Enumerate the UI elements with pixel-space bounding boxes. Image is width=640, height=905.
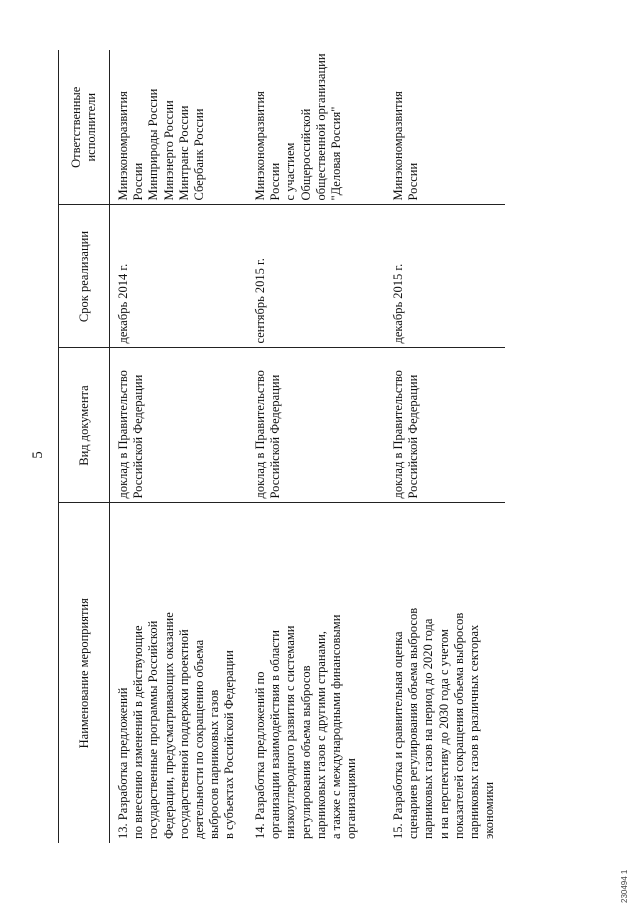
- measure-name: [110, 503, 248, 843]
- responsible-line: "Деловая Россия": [329, 106, 344, 201]
- measure-name-line: низкоуглеродного развития с системами: [283, 625, 298, 839]
- measure-name-line: парниковых газов в различных секторах: [467, 624, 482, 839]
- measure-name-line: государственной поддержки проектной: [176, 629, 191, 839]
- doc-type-line: доклад в Правительство: [253, 370, 267, 499]
- responsible-line: Минприроды России: [146, 88, 161, 201]
- measure-name-line: парниковых газов с другими странами,: [313, 631, 328, 839]
- doc-type-line: Российской Федерации: [131, 374, 146, 499]
- header-deadline: Срок реализации: [59, 205, 110, 348]
- measure-name-line: 14. Разработка предложений по: [253, 671, 267, 839]
- header-doc-type: Вид документа: [59, 348, 110, 503]
- responsible-line: Сбербанк России: [192, 108, 207, 201]
- header-name: Наименование мероприятия: [59, 503, 110, 843]
- measure-name-line: 15. Разработка и сравнительная оценка: [391, 631, 405, 839]
- responsible: [385, 50, 505, 205]
- measures-table: [58, 50, 505, 843]
- responsible-line: Минэкономразвития: [391, 91, 405, 201]
- measure-name-line: парниковых газов на период до 2020 года: [421, 618, 436, 839]
- measure-name-line: показателей сокращения объема выбросов: [451, 612, 466, 839]
- measure-name: [247, 503, 385, 843]
- doc-type-line: доклад в Правительство: [391, 370, 405, 499]
- page-number: 5: [30, 451, 46, 459]
- doc-type-line: Российской Федерации: [268, 374, 283, 499]
- measure-name-line: Федерации, предусматривающих оказание: [161, 612, 176, 839]
- measure-name-line: выбросов парниковых газов: [207, 689, 222, 839]
- measure-name-line: 13. Разработка предложений: [116, 687, 130, 839]
- deadline: декабрь 2015 г.: [385, 205, 505, 348]
- measure-name: [385, 503, 505, 843]
- responsible-line: Общероссийской: [298, 108, 313, 201]
- doc-type: [385, 348, 505, 503]
- responsible: [110, 50, 248, 205]
- doc-type: [247, 348, 385, 503]
- doc-type-line: Российской Федерации: [406, 374, 421, 499]
- measure-name-line: экономики: [482, 781, 497, 839]
- responsible-line: Минэкономразвития: [116, 91, 130, 201]
- measure-name-line: а также с международными финансовыми: [329, 614, 344, 839]
- responsible-line: с участием: [283, 142, 298, 201]
- measure-name-line: регулирования объема выбросов: [298, 665, 313, 839]
- measure-name-line: организации взаимодействия в области: [268, 630, 283, 839]
- responsible-line: Минэнерго России: [161, 100, 176, 201]
- table-row: [110, 50, 248, 843]
- doc-type: [110, 348, 248, 503]
- responsible-line: России: [406, 162, 421, 201]
- measure-name-line: деятельности по сокращению объема: [192, 639, 207, 839]
- header-responsible: [59, 50, 110, 205]
- measure-name-line: и на перспективу до 2030 года с учетом: [436, 629, 451, 839]
- responsible-line: России: [131, 162, 146, 201]
- deadline: декабрь 2014 г.: [110, 205, 248, 348]
- responsible-line: общественной организации: [313, 53, 328, 201]
- doc-type-line: доклад в Правительство: [116, 370, 130, 499]
- responsible-line: России: [268, 162, 283, 201]
- responsible-line: Минэкономразвития: [253, 91, 267, 201]
- document-code: 230494 1: [620, 869, 629, 903]
- measure-name-line: по внесению изменений в действующие: [131, 625, 146, 839]
- measure-name-line: государственные программы Российской: [146, 620, 161, 839]
- header-responsible-line: исполнители: [84, 92, 98, 162]
- measure-name-line: организациями: [344, 758, 359, 839]
- responsible-line: Минтранс России: [176, 105, 191, 201]
- responsible: [247, 50, 385, 205]
- table-header-row: [59, 50, 110, 843]
- measure-name-line: в субъектах Российской Федерации: [222, 650, 237, 839]
- deadline: сентябрь 2015 г.: [247, 205, 385, 348]
- table-row: [385, 50, 505, 843]
- table-row: [247, 50, 385, 843]
- header-responsible-line: Ответственные: [69, 86, 83, 168]
- measure-name-line: сценариев регулирования объема выбросов: [406, 607, 421, 839]
